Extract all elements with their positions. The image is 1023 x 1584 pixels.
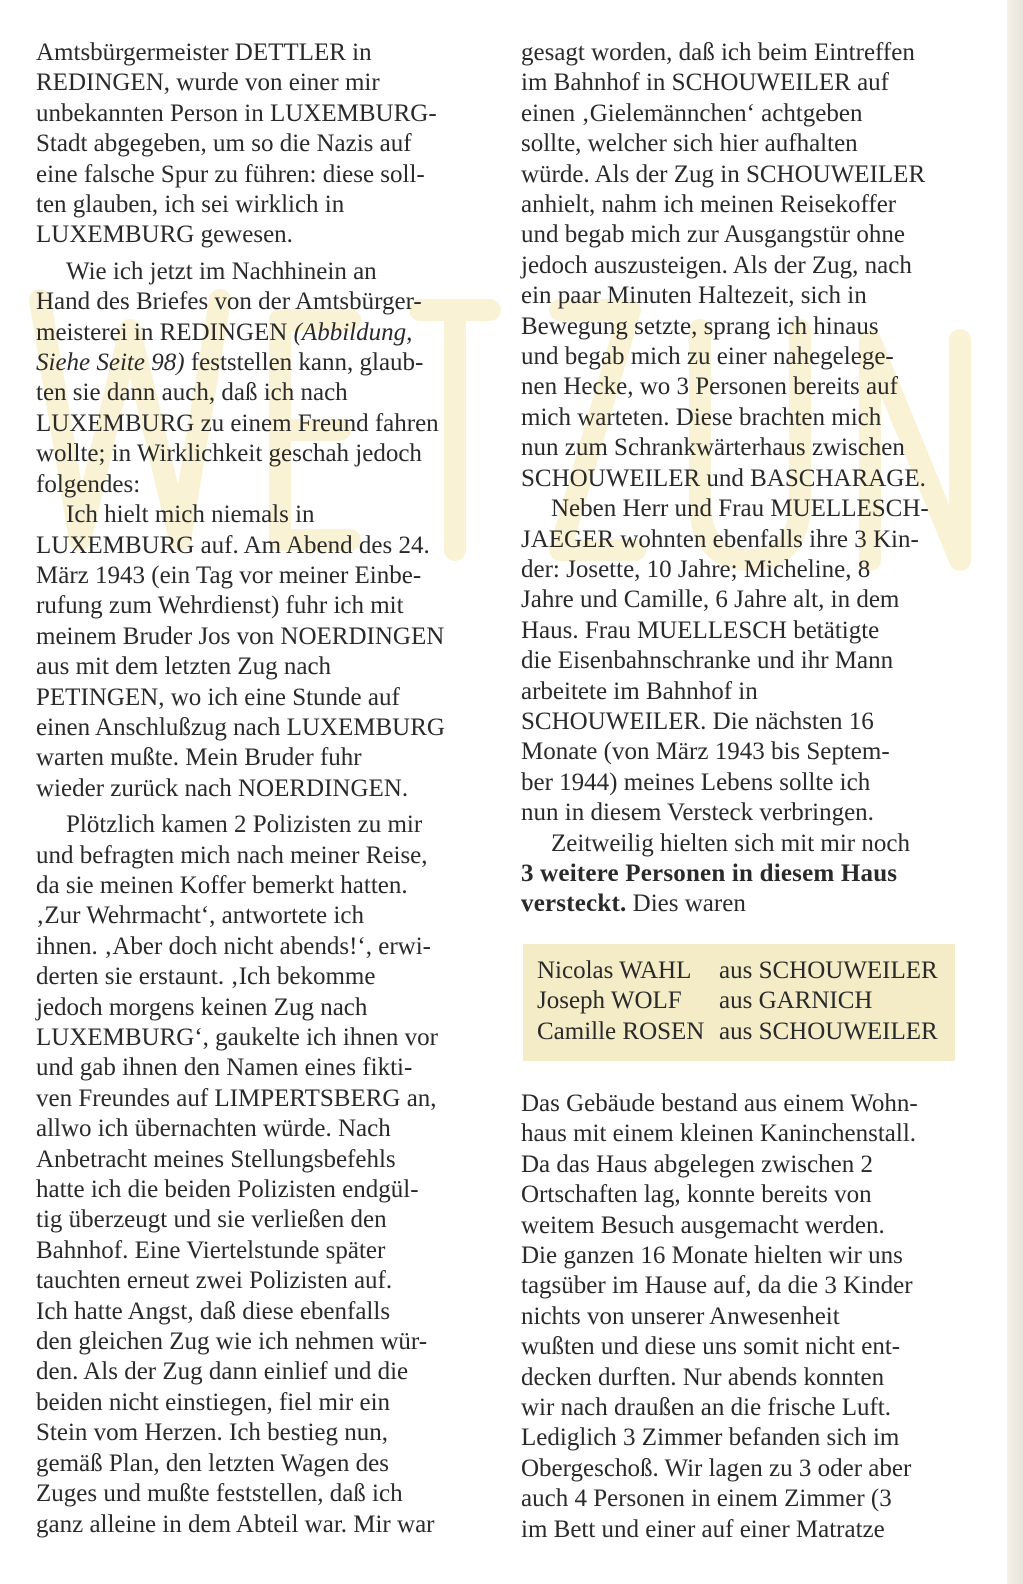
hidden-persons-box	[523, 944, 955, 1061]
person-origin: aus SCHOUWEILER	[719, 1017, 938, 1045]
text-line: nun in diesem Versteck verbringen.	[521, 799, 874, 827]
text-line: im Bahnhof in SCHOUWEILER auf	[521, 69, 890, 97]
text-line: gesagt worden, daß ich beim Eintreffen	[521, 39, 915, 66]
text-line: im Bett und einer auf einer Matratze	[521, 1515, 885, 1543]
text-line: sollte, welcher sich hier aufhalten	[521, 130, 858, 158]
text-line: decken durften. Nur abends konnten	[521, 1363, 885, 1391]
text-line: da sie meinen Koffer bemerkt hatten.	[36, 871, 408, 899]
text-line: hatte ich die beiden Polizisten endgül-	[36, 1176, 419, 1204]
text-line: jedoch morgens keinen Zug nach	[36, 993, 368, 1021]
text-line: Jahre und Camille, 6 Jahre alt, in dem	[521, 586, 900, 614]
person-origin: aus SCHOUWEILER	[719, 956, 938, 984]
text-line: und befragten mich nach meiner Reise,	[36, 841, 428, 869]
right-text-column	[521, 38, 966, 1545]
person-name: Nicolas WAHL	[537, 956, 692, 984]
paragraph-start-line: Zeitweilig hielten sich mit mir noch	[551, 829, 910, 857]
text-line: tauchten erneut zwei Polizisten auf.	[36, 1267, 393, 1295]
text-line: SCHOUWEILER. Die nächsten 16	[521, 707, 874, 735]
text-line: Die ganzen 16 Monate hielten wir uns	[521, 1242, 903, 1270]
text-line: ven Freundes auf LIMPERTSBERG an,	[36, 1084, 437, 1112]
text-line: arbeitete im Bahnhof in	[521, 677, 758, 705]
paragraph-start-line: Wie ich jetzt im Nachhinein an	[66, 257, 377, 285]
text-line: rufung zum Wehrdienst) fuhr ich mit	[36, 592, 404, 620]
text-line: wollte; in Wirklichkeit geschah jedoch	[36, 440, 422, 468]
text-line: meinem Bruder Jos von NOERDINGEN	[36, 622, 445, 650]
text-line: beiden nicht einstiegen, fiel mir ein	[36, 1388, 391, 1416]
text-line: ten sie dann auch, daß ich nach	[36, 379, 348, 407]
text-line-with-reference: Siehe Seite 98) feststellen kann, glaub-	[36, 349, 424, 377]
text-line: Hand des Briefes von der Amtsbürger-	[36, 288, 422, 316]
text-line: LUXEMBURG gewesen.	[36, 221, 293, 249]
text-line: den. Als der Zug dann einlief und die	[36, 1358, 409, 1386]
figure-reference: Siehe Seite 98)	[36, 349, 185, 377]
text-line: weitem Besuch ausgemacht werden.	[521, 1211, 885, 1239]
text-line: Da das Haus abgelegen zwischen 2	[521, 1150, 873, 1178]
text-line: tig überzeugt und sie verließen den	[36, 1206, 387, 1234]
text-line: JAEGER wohnten ebenfalls ihre 3 Kin-	[521, 525, 919, 553]
paragraph-start-line: Plötzlich kamen 2 Polizisten zu mir	[66, 811, 423, 839]
paragraph-start-line: Ich hielt mich niemals in	[66, 501, 315, 529]
text-line: unbekannten Person in LUXEMBURG-	[36, 99, 437, 127]
text-line: nen Hecke, wo 3 Personen bereits auf	[521, 373, 898, 401]
text-line: März 1943 (ein Tag vor meiner Einbe-	[36, 561, 422, 589]
text-line-mixed: versteckt. Dies waren	[521, 890, 746, 918]
emphasized-text-line: 3 weitere Personen in diesem Haus	[521, 859, 898, 887]
text-line: folgendes:	[36, 470, 141, 498]
text-line: Anbetracht meines Stellungsbefehls	[36, 1145, 396, 1173]
text-line: Bewegung setzte, sprang ich hinaus	[521, 312, 879, 340]
text-line: Ortschaften lag, konnte bereits von	[521, 1181, 872, 1209]
text-line: der: Josette, 10 Jahre; Micheline, 8	[521, 555, 871, 583]
text-line: den gleichen Zug wie ich nehmen wür-	[36, 1328, 428, 1356]
text-line: und gab ihnen den Namen eines fikti-	[36, 1054, 413, 1082]
text-line: nun zum Schrankwärterhaus zwischen	[521, 434, 905, 462]
text-line: LUXEMBURG‘, gaukelte ich ihnen vor	[36, 1024, 439, 1051]
text-line: Stadt abgegeben, um so die Nazis auf	[36, 130, 412, 158]
person-row	[537, 956, 941, 986]
text-line: ganz alleine in dem Abteil war. Mir war	[36, 1510, 435, 1538]
person-row	[537, 986, 941, 1016]
text-line: SCHOUWEILER und BASCHARAGE.	[521, 464, 926, 492]
text-line: ten glauben, ich sei wirklich in	[36, 191, 345, 219]
text-line: Stein vom Herzen. Ich bestieg nun,	[36, 1419, 388, 1447]
text-line: gemäß Plan, den letzten Wagen des	[36, 1449, 389, 1477]
text-line: anhielt, nahm ich meinen Reisekoffer	[521, 191, 897, 219]
left-text-column	[36, 38, 476, 1540]
text-line: ber 1944) meines Lebens sollte ich	[521, 768, 871, 796]
text-line: PETINGEN, wo ich eine Stunde auf	[36, 683, 400, 711]
text-line: ‚Zur Wehrmacht‘, antwortete ich	[36, 902, 364, 930]
text-line: warten mußte. Mein Bruder fuhr	[36, 744, 362, 772]
text-line: einen ‚Gielemännchen‘ achtgeben	[521, 99, 863, 127]
text-line: ihnen. ‚Aber doch nicht abends!‘, erwi-	[36, 932, 431, 960]
text-line: einen Anschlußzug nach LUXEMBURG	[36, 713, 445, 741]
text-line: Lediglich 3 Zimmer befanden sich im	[521, 1424, 900, 1452]
text-line: und begab mich zur Ausgangstür ohne	[521, 221, 905, 249]
text-line: Haus. Frau MUELLESCH betätigte	[521, 616, 880, 644]
text-line: wieder zurück nach NOERDINGEN.	[36, 774, 409, 802]
person-origin: aus GARNICH	[719, 987, 873, 1015]
text-line: nichts von unserer Anwesenheit	[521, 1302, 840, 1330]
person-name: Joseph WOLF	[537, 987, 682, 1015]
person-name: Camille ROSEN	[537, 1017, 705, 1045]
text-line: tagsüber im Hause auf, da die 3 Kinder	[521, 1272, 913, 1300]
text-line: allwo ich übernachten würde. Nach	[36, 1115, 391, 1143]
text-line-with-reference: meisterei in REDINGEN (Abbildung,	[36, 318, 413, 346]
figure-reference: (Abbildung,	[293, 318, 413, 346]
text-line: auch 4 Personen in einem Zimmer (3	[521, 1485, 892, 1513]
text-line: Monate (von März 1943 bis Septem-	[521, 738, 890, 766]
person-row	[537, 1017, 941, 1047]
text-line: haus mit einem kleinen Kaninchenstall.	[521, 1120, 917, 1148]
text-line: würde. Als der Zug in SCHOUWEILER	[521, 160, 926, 188]
text-line: und begab mich zu einer nahegelege-	[521, 343, 894, 371]
text-line: Bahnhof. Eine Viertelstunde später	[36, 1236, 386, 1264]
text-line: Amtsbürgermeister DETTLER in	[36, 39, 372, 66]
text-line: wußten und diese uns somit nicht ent-	[521, 1333, 901, 1361]
text-line: LUXEMBURG auf. Am Abend des 24.	[36, 531, 430, 559]
text-line: Zuges und mußte feststellen, daß ich	[36, 1480, 403, 1508]
text-line: aus mit dem letzten Zug nach	[36, 653, 332, 681]
text-line: eine falsche Spur zu führen: diese soll-	[36, 160, 425, 188]
text-line: Ich hatte Angst, daß diese ebenfalls	[36, 1297, 391, 1325]
text-line: mich warteten. Diese brachten mich	[521, 403, 882, 431]
paragraph-start-line: Neben Herr und Frau MUELLESCH-	[551, 495, 929, 523]
text-line: die Eisenbahnschranke und ihr Mann	[521, 647, 894, 675]
text-line: ein paar Minuten Haltezeit, sich in	[521, 282, 867, 310]
text-line: LUXEMBURG zu einem Freund fahren	[36, 409, 439, 437]
text-line: Obergeschoß. Wir lagen zu 3 oder aber	[521, 1454, 912, 1482]
text-line: jedoch auszusteigen. Als der Zug, nach	[521, 251, 912, 279]
text-line: REDINGEN, wurde von einer mir	[36, 69, 380, 97]
text-line: wir nach draußen an die frische Luft.	[521, 1394, 891, 1422]
text-line: Das Gebäude bestand aus einem Wohn-	[521, 1090, 918, 1117]
text-line: derten sie erstaunt. ‚Ich bekomme	[36, 963, 376, 991]
